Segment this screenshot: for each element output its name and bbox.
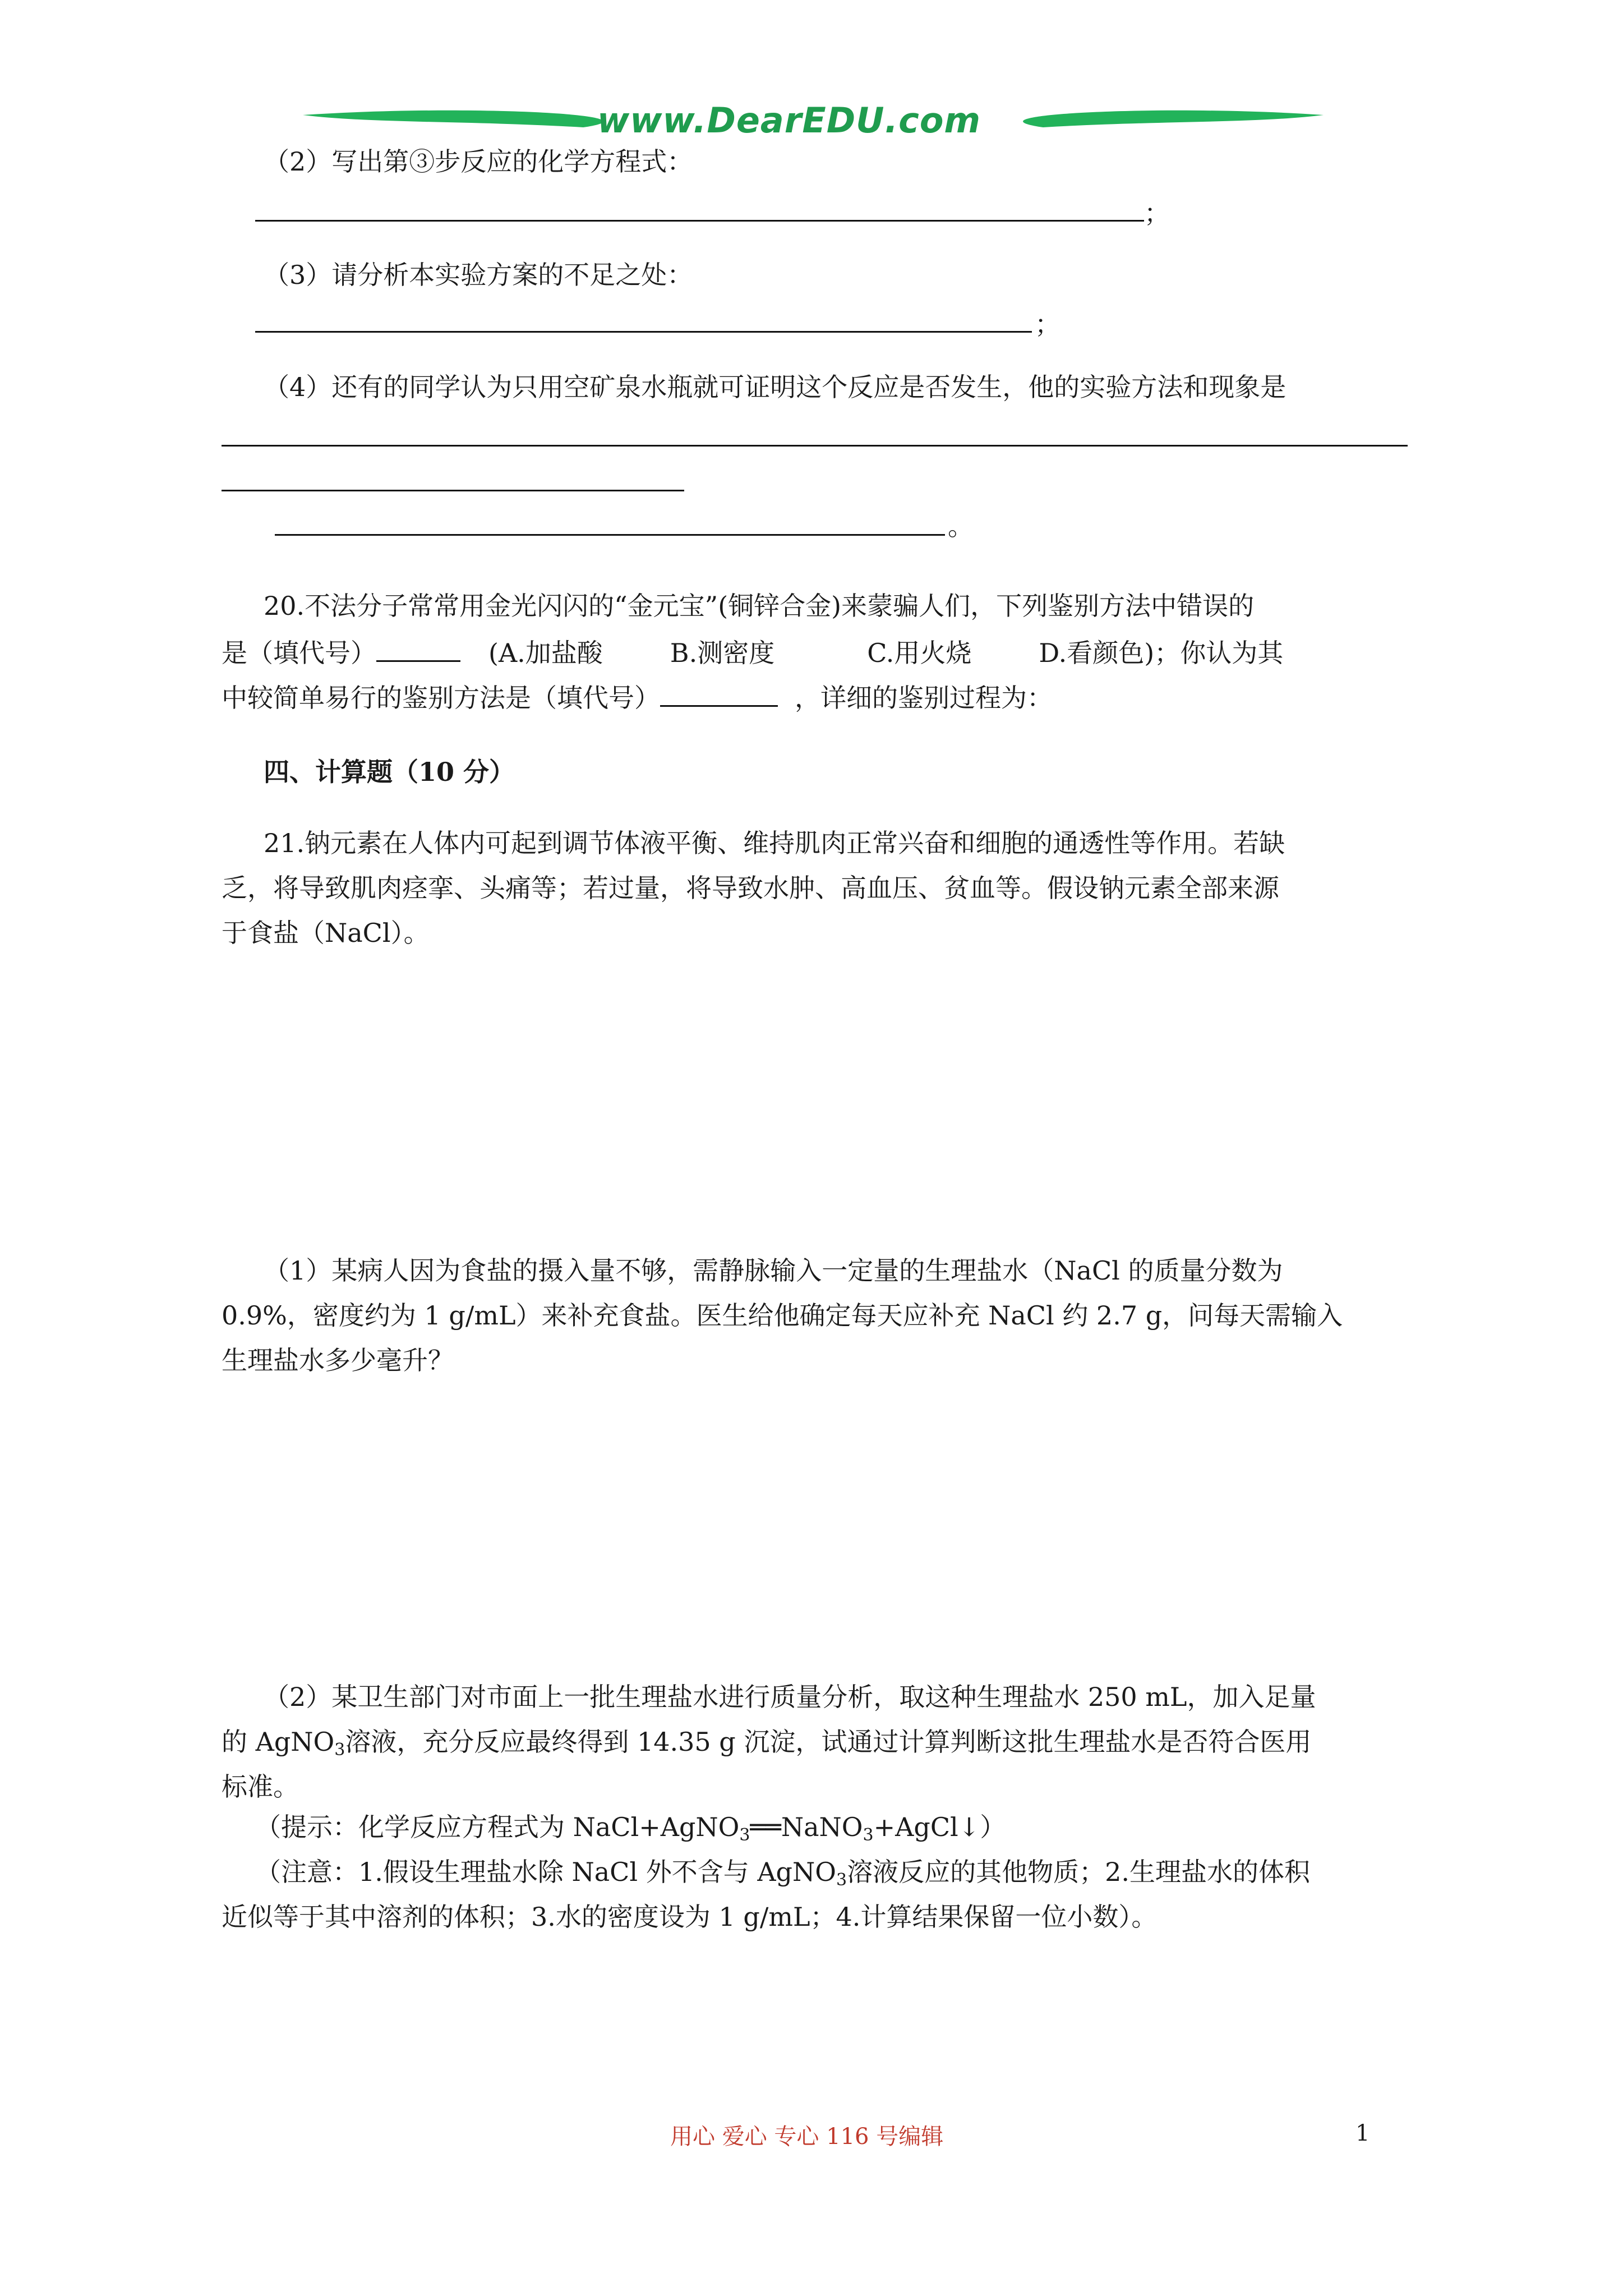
q20-line-2 [222,636,1283,670]
q21-hint-text-b: ══NaNO [750,1812,863,1842]
q19-part2-answer-line [255,220,1144,222]
q21-part1-line-1: （1）某病人因为食盐的摄入量不够，需静脉输入一定量的生理盐水（NaCl 的质量分数为 [264,1255,1283,1286]
q19-part2-label: （2）写出第③步反应的化学方程式： [264,146,693,177]
q21-part2-text-b: 溶液，充分反应最终得到 14.35 g 沉淀，试通过计算判断这批生理盐水是否符合医用 [345,1727,1312,1757]
q21-note-subscript: 3 [836,1870,847,1890]
section-heading: 四、计算题（10 分） [264,757,515,787]
q21-part2-text-a: 的 AgNO [222,1727,335,1757]
footer-text: 用心 爱心 专心 116 号编辑 [670,2124,944,2150]
q21-note-line-1 [255,1855,1310,1897]
q20-option-d: D.看颜色)；你认为其 [1039,638,1284,668]
q21-note-text-a: （注意：1.假设生理盐水除 NaCl 外不含与 AgNO [255,1857,836,1887]
q20-blank-2 [660,680,778,707]
q20-option-a: (A.加盐酸 [488,638,603,668]
q19-part2-end: ； [1144,198,1170,228]
q21-line-3: 于食盐（NaCl）。 [222,918,430,948]
q20-line-1: 20.不法分子常常用金光闪闪的“金元宝”(铜锌合金)来蒙骗人们，下列鉴别方法中错误的 [264,591,1255,621]
q19-part4-label: （4）还有的同学认为只用空矿泉水瓶就可证明这个反应是否发生，他的实验方法和现象是 [264,372,1287,402]
q21-hint-subscript-2: 3 [863,1825,874,1845]
q21-part2-line-3: 标准。 [222,1772,299,1802]
q21-hint-text-a: （提示：化学反应方程式为 NaCl+AgNO [255,1812,740,1842]
q20-text-a: 是（填代号） [222,638,376,668]
q21-line-1: 21.钠元素在人体内可起到调节体液平衡、维持肌肉正常兴奋和细胞的通透性等作用。若缺 [264,828,1285,858]
q20-line-3 [222,680,1053,715]
page-number: 1 [1355,2120,1370,2146]
q21-hint-line [255,1810,1006,1852]
q21-hint-subscript-1: 3 [739,1825,750,1845]
q21-part1-line-3: 生理盐水多少毫升？ [222,1345,454,1375]
q20-option-b: B.测密度 [670,638,775,668]
q20-blank-1 [376,636,460,662]
q19-part4-answer-line-3 [275,534,945,536]
q21-note-line-2: 近似等于其中溶剂的体积；3.水的密度设为 1 g/mL；4.计算结果保留一位小数）。 [222,1902,1158,1932]
q19-part4-answer-line-2 [222,490,684,491]
q21-part1-line-2: 0.9%，密度约为 1 g/mL）来补充食盐。医生给他确定每天应补充 NaCl 约 2.7 g，问每天需输入 [222,1300,1343,1331]
q21-note-text-b: 溶液反应的其他物质；2.生理盐水的体积 [847,1857,1310,1887]
q20-text-c: ，详细的鉴别过程为： [795,683,1053,713]
q19-part4-answer-line-1 [222,445,1408,447]
q20-option-c: C.用火烧 [867,638,972,668]
q19-part3-label: （3）请分析本实验方案的不足之处： [264,260,693,290]
header-logo-text: www.DearEDU.com [597,100,981,141]
q21-part2-subscript: 3 [334,1740,345,1760]
q19-part3-answer-line [255,331,1032,333]
q19-part4-end: 。 [948,511,974,541]
q19-part3-end: ； [1035,309,1061,339]
q21-part2-line-2 [222,1725,1311,1767]
q20-text-b: 中较简单易行的鉴别方法是（填代号） [222,683,660,713]
q21-line-2: 乏，将导致肌肉痉挛、头痛等；若过量，将导致水肿、高血压、贫血等。假设钠元素全部来源 [222,873,1279,903]
q21-hint-text-c: +AgCl↓） [873,1812,1006,1842]
q21-part2-line-1: （2）某卫生部门对市面上一批生理盐水进行质量分析，取这种生理盐水 250 mL，加入足量 [264,1682,1316,1712]
